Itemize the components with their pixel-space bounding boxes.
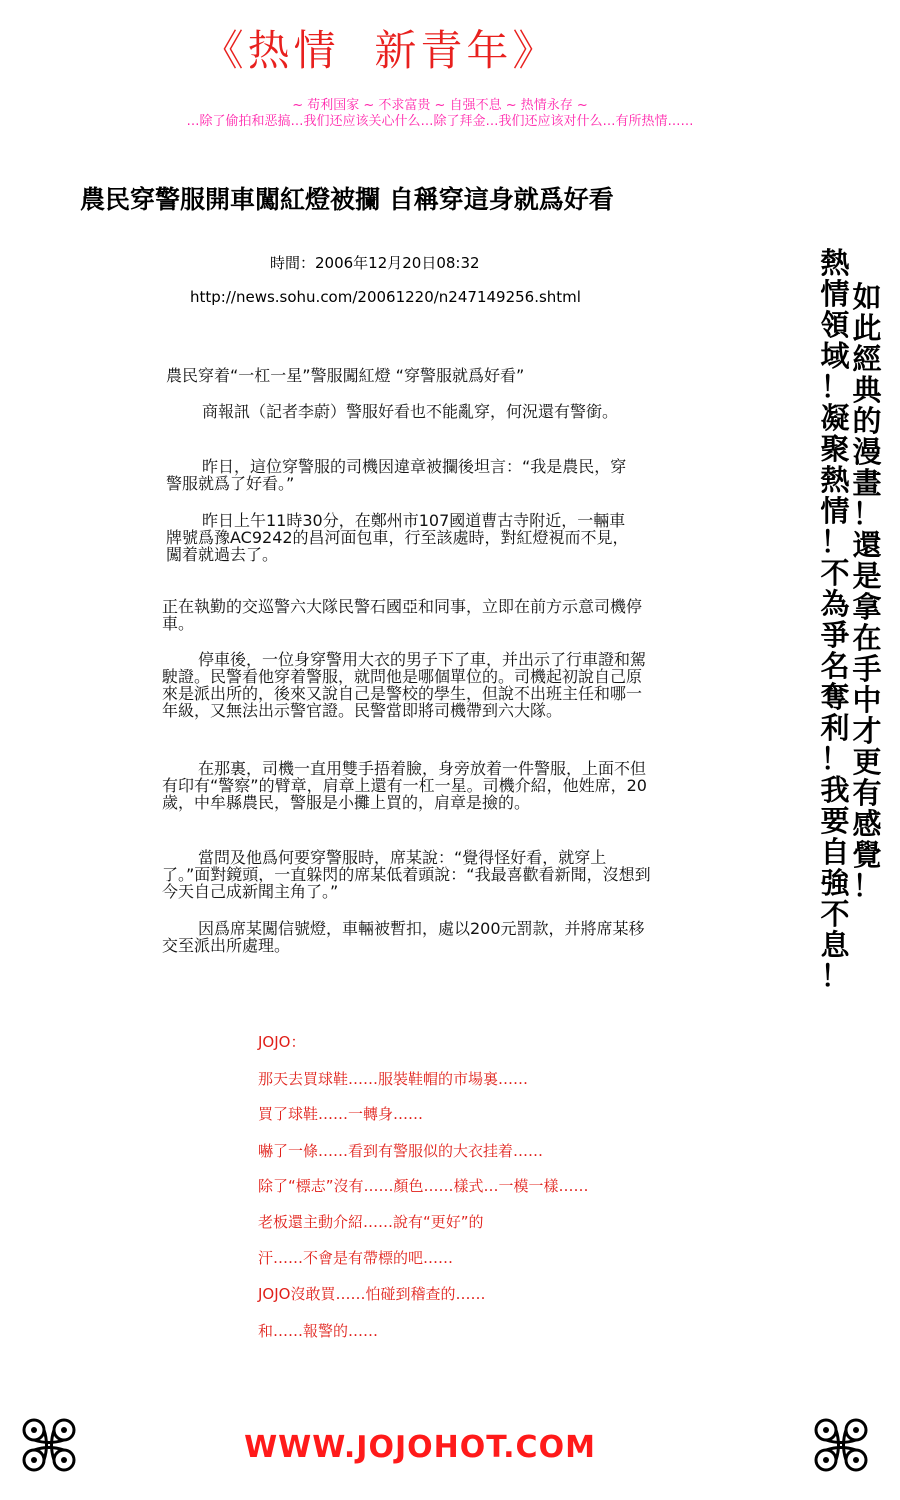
- article-paragraph: 正在執勤的交巡警六大隊民警石國亞和同事，立即在前方示意司機停車。: [162, 597, 643, 633]
- slogan-line-1: ~ 苟利国家 ~ 不求富贵 ~ 自强不息 ~ 热情永存 ~: [292, 98, 588, 113]
- note-line: 和……報警的……: [258, 1322, 379, 1340]
- article-paragraph: 當問及他爲何要穿警服時，席某說：“覺得怪好看，就穿上了。”面對鏡頭，一直躲閃的席某低着頭說：“我最喜歡看新聞，沒想到今天自己成新聞主角了。”: [162, 848, 651, 901]
- article-paragraph: 因爲席某闖信號燈，車輛被暫扣，處以200元罰款，并將席某移交至派出所處理。: [162, 919, 645, 955]
- note-line: 汗……不會是有帶標的吧……: [258, 1249, 454, 1267]
- note-line: 除了“標志”沒有……顏色……樣式…一模一樣……: [258, 1177, 589, 1195]
- side-slogan-column-2: 如此經典的漫畫！還是拿在手中才更有感覺！: [852, 280, 882, 903]
- brand-title: 《热情 新青年》: [201, 26, 559, 75]
- note-line: 嚇了一條……看到有警服似的大衣挂着……: [258, 1142, 544, 1160]
- note-line: JOJO沒敢買……怕碰到稽查的……: [258, 1285, 486, 1303]
- article-paragraph: 昨日上午11時30分，在鄭州市107國道曹古寺附近，一輛車牌號爲豫AC9242的昌河面包車，行至該處時，對紅燈視而不見，闖着就過去了。: [166, 511, 629, 564]
- article-paragraph: 昨日，這位穿警服的司機因違章被攔後坦言：“我是農民，穿警服就爲了好看。”: [166, 457, 627, 493]
- note-line: JOJO：: [258, 1033, 306, 1051]
- article-paragraph: 在那裏，司機一直用雙手捂着臉，身旁放着一件警服，上面不但有印有“警察”的臂章，肩章上還有一杠一星。司機介紹，他姓席，20歲，中牟縣農民，警服是小攤上買的，肩章是撿的。: [162, 759, 647, 812]
- article-source-url: http://news.sohu.com/20061220/n247149256.shtml: [190, 288, 581, 306]
- article-time: 時間：2006年12月20日08:32: [270, 254, 480, 272]
- article-paragraph: 停車後，一位身穿警用大衣的男子下了車，并出示了行車證和駕駛證。民警看他穿着警服，就問他是哪個單位的。司機起初說自己原來是派出所的，後來又說自己是警校的學生，但說不出班主任和哪一年級，又無法出示警官證。民警當即將司機帶到六大隊。: [162, 650, 647, 720]
- note-line: 老板還主動介紹……說有“更好”的: [258, 1213, 484, 1231]
- article-paragraph: 農民穿着“一杠一星”警服闖紅燈 “穿警服就爲好看”: [166, 366, 525, 385]
- note-line: 買了球鞋……一轉身……: [258, 1105, 424, 1123]
- slogan-line-2: …除了偷拍和恶搞…我们还应该关心什么…除了拜金…我们还应该对什么…有所热情……: [186, 114, 694, 129]
- site-url-link[interactable]: WWW.JOJOHOT.COM: [244, 1430, 596, 1465]
- article-headline: 農民穿警服開車闖紅燈被攔 自稱穿這身就爲好看: [80, 185, 614, 214]
- note-line: 那天去買球鞋……服裝鞋帽的市場裏……: [258, 1070, 529, 1088]
- ornament-knot-icon: [806, 1410, 876, 1480]
- article-paragraph: 商報訊（記者李蔚）警服好看也不能亂穿，何況還有警銜。: [202, 402, 619, 421]
- side-slogan-column-1: 熱情領域！凝聚熱情！不為爭名奪利！我要自強不息！: [820, 246, 850, 993]
